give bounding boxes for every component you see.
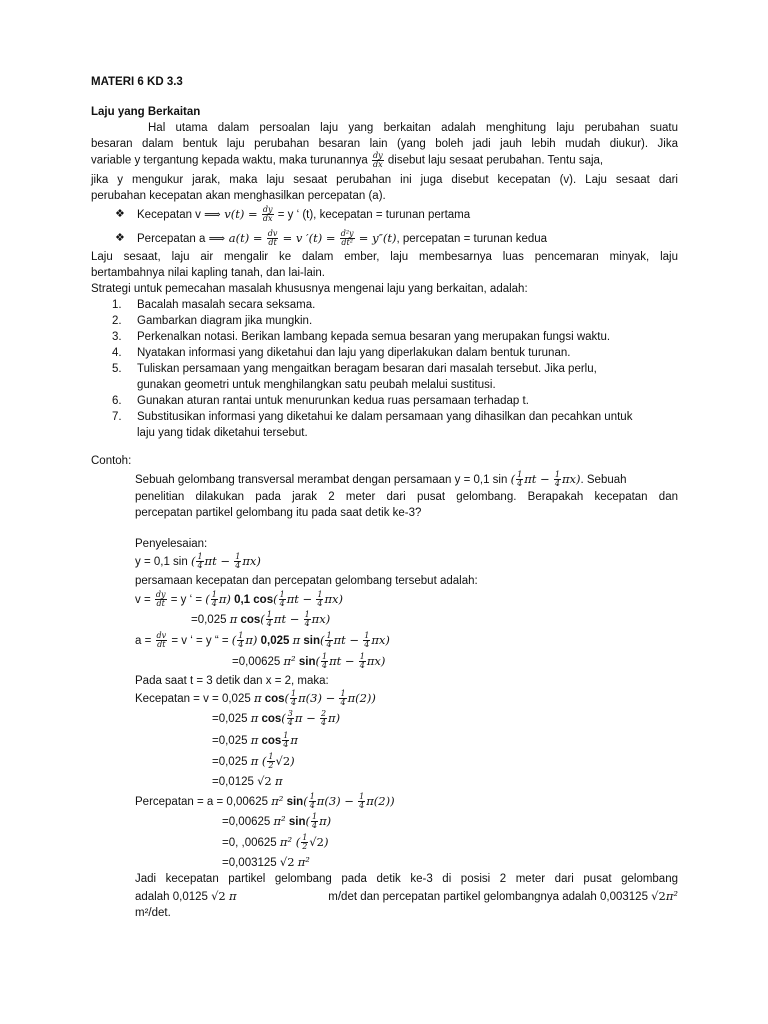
solution-condition: Pada saat t = 3 detik dan x = 2, maka: [135, 675, 329, 687]
concl2a: adalah 0,0125 [135, 891, 208, 903]
step-number: 4. [112, 347, 122, 359]
dy-dx-fraction: $\frac{dy}{dx}$ [373, 151, 383, 169]
v-r1: 0,1 cos [234, 594, 274, 606]
k4: =0,025 [212, 756, 248, 768]
problem-line-3: percepatan partikel gelombang itu pada saat detik ke-3? [135, 507, 422, 519]
bullet-acceleration-label: Percepatan a [137, 233, 206, 245]
a-mid: = v ‘ = y “ = [171, 635, 229, 647]
kec-label: Kecepatan = v = 0,025 [135, 693, 251, 705]
step-number: 3. [112, 331, 122, 343]
intro-line-5: perubahan kecepatan akan menghasilkan percepatan (a). [91, 190, 386, 202]
solution-eq-y: y = 0,1 sin ( $\frac{1}{4}$ πt − $\frac{1}{4}$ πx) [135, 552, 261, 571]
per-label: Percepatan = a = 0,00625 [135, 796, 268, 808]
problem-line-1b: . Sebuah [580, 474, 627, 486]
conclusion-line-1: Jadi kecepatan partikel gelombang pada detik ke-3 di posisi 2 meter dari pusat gelombang [135, 873, 678, 885]
doc-title: MATERI 6 KD 3.3 [91, 76, 183, 88]
bullet-acceleration-text: , percepatan = turunan kedua [396, 233, 548, 245]
kecepatan-eq-1: Kecepatan = v = 0,025 π cos( $\frac{1}{4}$ π(3) − $\frac{1}{4}$ π(2)) [135, 689, 376, 708]
p3: =0, ,00625 [222, 837, 277, 849]
examples-line-3: Strategi untuk pemecahan masalah khususnya mengenai laju yang berkaitan, adalah: [91, 283, 528, 295]
examples-line-2: bertambahnya nilai kapling tanah, dan lai-lain. [91, 267, 325, 279]
contoh-label: Contoh: [91, 455, 132, 467]
intro-line-2: besaran dalam bentuk laju perubahan besaran lain (yang boleh jadi jauh lebih mudah diukur). Jika [91, 138, 678, 150]
p2: =0,00625 [222, 816, 271, 828]
intro-line-3a: variable y tergantung kepada waktu, maka turunannya [91, 154, 368, 167]
k3: =0,025 [212, 735, 248, 747]
step-text-continued: gunakan geometri untuk menghilangkan satu peubah melalui sustitusi. [137, 379, 496, 391]
a-lhs: a = [135, 635, 152, 647]
kecepatan-eq-2: =0,025 π cos( $\frac{3}{4}$ π − $\frac{2}{4}$ π) [212, 709, 341, 728]
conclusion-line-3: m²/det. [135, 907, 171, 919]
percepatan-eq-1: Percepatan = a = 0,00625 π² sin( $\frac{1}{4}$ π(3) − $\frac{1}{4}$ π(2)) [135, 792, 395, 811]
kecepatan-eq-5: =0,0125 √2 π [212, 774, 283, 788]
step-text: Nyatakan informasi yang diketahui dan laju yang diperlakukan dalam bentuk turunan. [137, 347, 571, 359]
a-r2b: sin [298, 656, 316, 668]
step-text: Bacalah masalah secara seksama. [137, 299, 316, 311]
a-r1: 0,025 [260, 635, 290, 647]
examples-line-1: Laju sesaat, laju air mengalir ke dalam ember, laju membesarnya luas pencemaran minyak, laju [91, 251, 678, 263]
percepatan-eq-4: =0,003125 √2 π² [222, 855, 310, 869]
step-number: 1. [112, 299, 122, 311]
solution-intro: persamaan kecepatan dan percepatan gelombang tersebut adalah: [135, 575, 478, 587]
step-text: Tuliskan persamaan yang mengaitkan beragam besaran dari masalah tersebut. Jika perlu, [137, 363, 597, 375]
percepatan-eq-3: =0, ,00625 π² ( $\frac{1}{2}$ √2) [222, 833, 329, 852]
acceleration-eq-2: =0,00625 π² sin( $\frac{1}{4}$ πt − $\frac{1}{4}$ πx) [232, 652, 386, 671]
bullet-velocity: Kecepatan v ⟹ v(t) = $\frac{dy}{dx}$ = y ‘ (t), kecepatan = turunan pertama [137, 205, 471, 224]
intro-line-4: jika y mengukur jarak, maka laju sesaat perubahan ini juga disebut kecepatan (v). Laju sesaat dari [91, 174, 678, 186]
velocity-eq-1: v = $\frac{dy}{dt}$ = y ‘ = ( $\frac{1}{4}$ π) 0,1 cos( $\frac{1}{4}$ πt − $\frac{1}{4}$ πx) [135, 590, 343, 609]
step-text-continued: laju yang tidak diketahui tersebut. [137, 427, 308, 439]
diamond-bullet-icon: ❖ [115, 208, 125, 220]
v-mid: = y ‘ = [170, 594, 203, 606]
bullet-velocity-label: Kecepatan v [137, 209, 201, 221]
bullet-velocity-text: = y ‘ (t), kecepatan = turunan pertama [277, 209, 471, 221]
intro-line-1: Hal utama dalam persoalan laju yang berkaitan adalah menghitung laju perubahan suatu [148, 122, 678, 134]
step-text: Perkenalkan notasi. Berikan lambang kepada semua besaran yang merupakan fungsi waktu. [137, 331, 611, 343]
problem-line-1: Sebuah gelombang transversal merambat dengan persamaan y = 0,1 sin ( $\frac{1}{4}$ πt − $\frac{1}{4}$ πx). Sebuah [135, 470, 627, 489]
intro-line-3 [91, 152, 678, 169]
step-text: Gambarkan diagram jika mungkin. [137, 315, 313, 327]
v-lhs: v = [135, 594, 151, 606]
problem-line-2: penelitian dilakukan pada jarak 2 meter dari pusat gelombang. Berapakah kecepatan dan [135, 491, 678, 503]
intro-line-3b: disebut laju sesaat perubahan. Tentu saja, [387, 154, 604, 167]
conclusion-line-2: adalah 0,0125 √2 π m/det dan percepatan partikel gelombangnya adalah 0,003125 √2π² [135, 889, 678, 903]
a-r2: =0,00625 [232, 656, 281, 668]
problem-line-1a: Sebuah gelombang transversal merambat dengan persamaan y = 0,1 sin [135, 474, 508, 486]
step-text: Substitusikan informasi yang diketahui ke dalam persamaan yang dihasilkan dan pecahkan untuk [137, 411, 633, 423]
a-r1b: sin [303, 635, 320, 647]
v-r2: =0,025 [191, 614, 227, 626]
eq-y-text: y = 0,1 sin [135, 556, 188, 568]
solution-label: Penyelesaian: [135, 538, 208, 550]
bullet-acceleration: Percepatan a ⟹ a(t) = $\frac{dv}{dt}$ = v ′(t) = $\frac{\text{d²y}}{\text{dt²}}$ = y″(t), percepatan = turunan kedua [137, 229, 548, 248]
kecepatan-eq-4: =0,025 π ( $\frac{1}{2}$ √2) [212, 752, 295, 771]
diamond-bullet-icon: ❖ [115, 232, 125, 244]
kecepatan-eq-3: =0,025 π cos $\frac{1}{4}$ π [212, 731, 298, 750]
velocity-eq-2: =0,025 π cos( $\frac{1}{4}$ πt − $\frac{1}{4}$ πx) [191, 610, 331, 629]
step-number: 5. [112, 363, 122, 375]
step-number: 2. [112, 315, 122, 327]
percepatan-eq-2: =0,00625 π² sin( $\frac{1}{4}$ π) [222, 812, 332, 831]
p4: =0,003125 [222, 857, 277, 869]
kec-cos: cos [264, 693, 285, 705]
step-number: 6. [112, 395, 122, 407]
k2: =0,025 [212, 713, 248, 725]
step-text: Gunakan aturan rantai untuk menurunkan kedua ruas persamaan terhadap t. [137, 395, 529, 407]
v-r2b: cos [240, 614, 261, 626]
acceleration-eq-1: a = $\frac{dv}{dt}$ = v ‘ = y “ = ( $\frac{1}{4}$ π) 0,025 π sin( $\frac{1}{4}$ πt − $\frac{1}{4}$ πx) [135, 631, 390, 650]
step-number: 7. [112, 411, 122, 423]
k5: =0,0125 [212, 776, 254, 788]
concl2b: m/det dan percepatan partikel gelombangnya adalah 0,003125 [328, 891, 648, 903]
section-title: Laju yang Berkaitan [91, 106, 201, 118]
